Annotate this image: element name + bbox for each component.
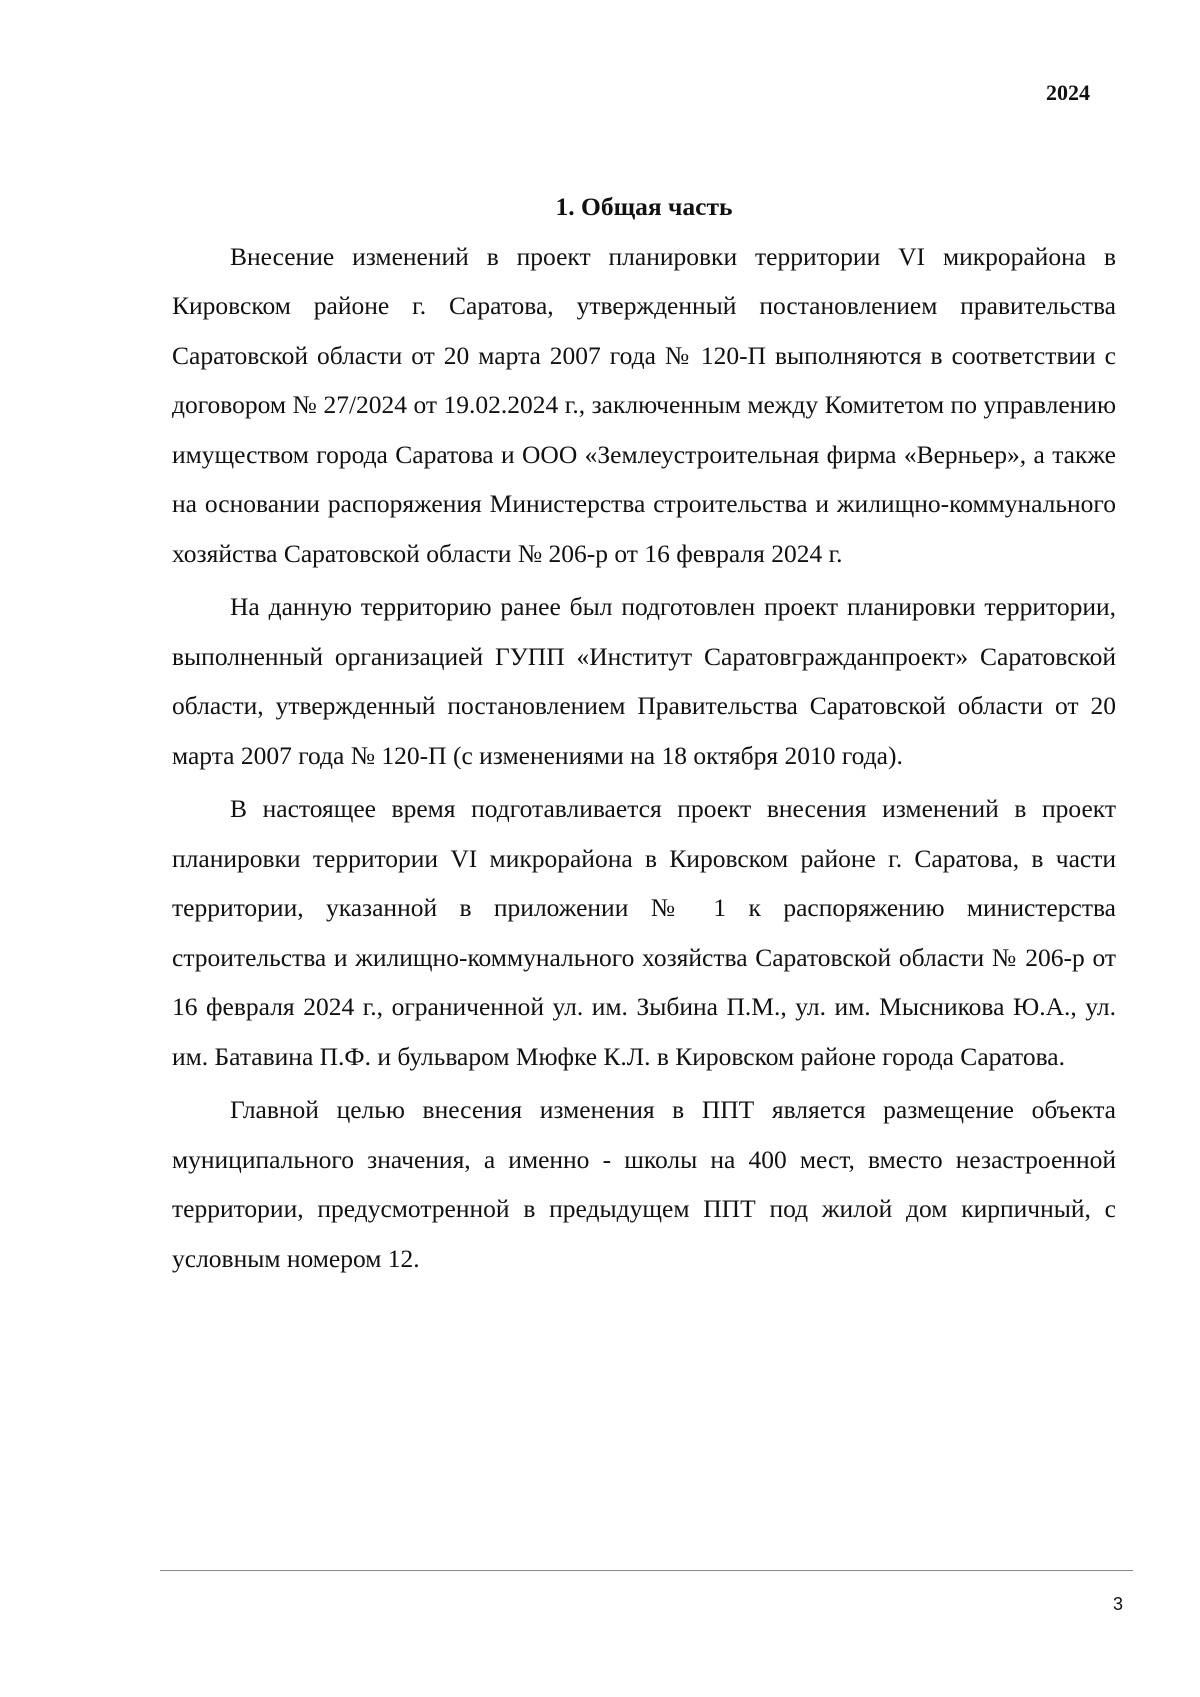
paragraph-3: В настоящее время подготавливается проект внесения изменений в проект планировки территории VI микрорайона в Кировском районе г. Саратова, в части территории, указанной в приложении № 1 к распоряжению министерства строительства и жилищно-коммунального хозяйства Саратовской области № 206-р от 16 февраля 2024 г., ограниченной ул. им. Зыбина П.М., ул. им. Мысникова Ю.А., ул. им. Батавина П.Ф. и бульваром Мюфке К.Л. в Кировском районе города Саратова. (172, 794, 1116, 1071)
paragraph-1: Внесение изменений в проект планировки территории VI микрорайона в Кировском районе г. Саратова, утвержденный постановлением правительства Саратовской области от 20 марта 2007 года № 120-П выполняются в соответствии с договором № 27/2024 от 19.02.2024 г., заключенным между Комитетом по управлению имуществом города Саратова и ООО «Землеустроительная фирма «Верньер», а также на основании распоряжения Министерства строительства и жилищно-коммунального хозяйства Саратовской области № 206-р от 16 февраля 2024 г. (172, 241, 1116, 568)
page-number: 3 (1112, 1594, 1123, 1614)
section-heading: 1. Общая часть (555, 192, 733, 221)
document-body (172, 182, 1116, 1287)
header-year: 2024 (1046, 80, 1090, 105)
paragraph-4: Главной целью внесения изменения в ППТ является размещение объекта муниципального значения, а именно - школы на 400 мест, вместо незастроенной территории, предусмотренной в предыдущем ППТ под жилой дом кирпичный, с условным номером 12. (172, 1095, 1116, 1273)
footer-divider (160, 1570, 1133, 1571)
paragraph-2: На данную территорию ранее был подготовлен проект планировки территории, выполненный организацией ГУПП «Институт Саратовгражданпроект» Саратовской области, утвержденный постановлением Правительства Саратовской области от 20 марта 2007 года № 120-П (с изменениями на 18 октября 2010 года). (172, 592, 1116, 770)
